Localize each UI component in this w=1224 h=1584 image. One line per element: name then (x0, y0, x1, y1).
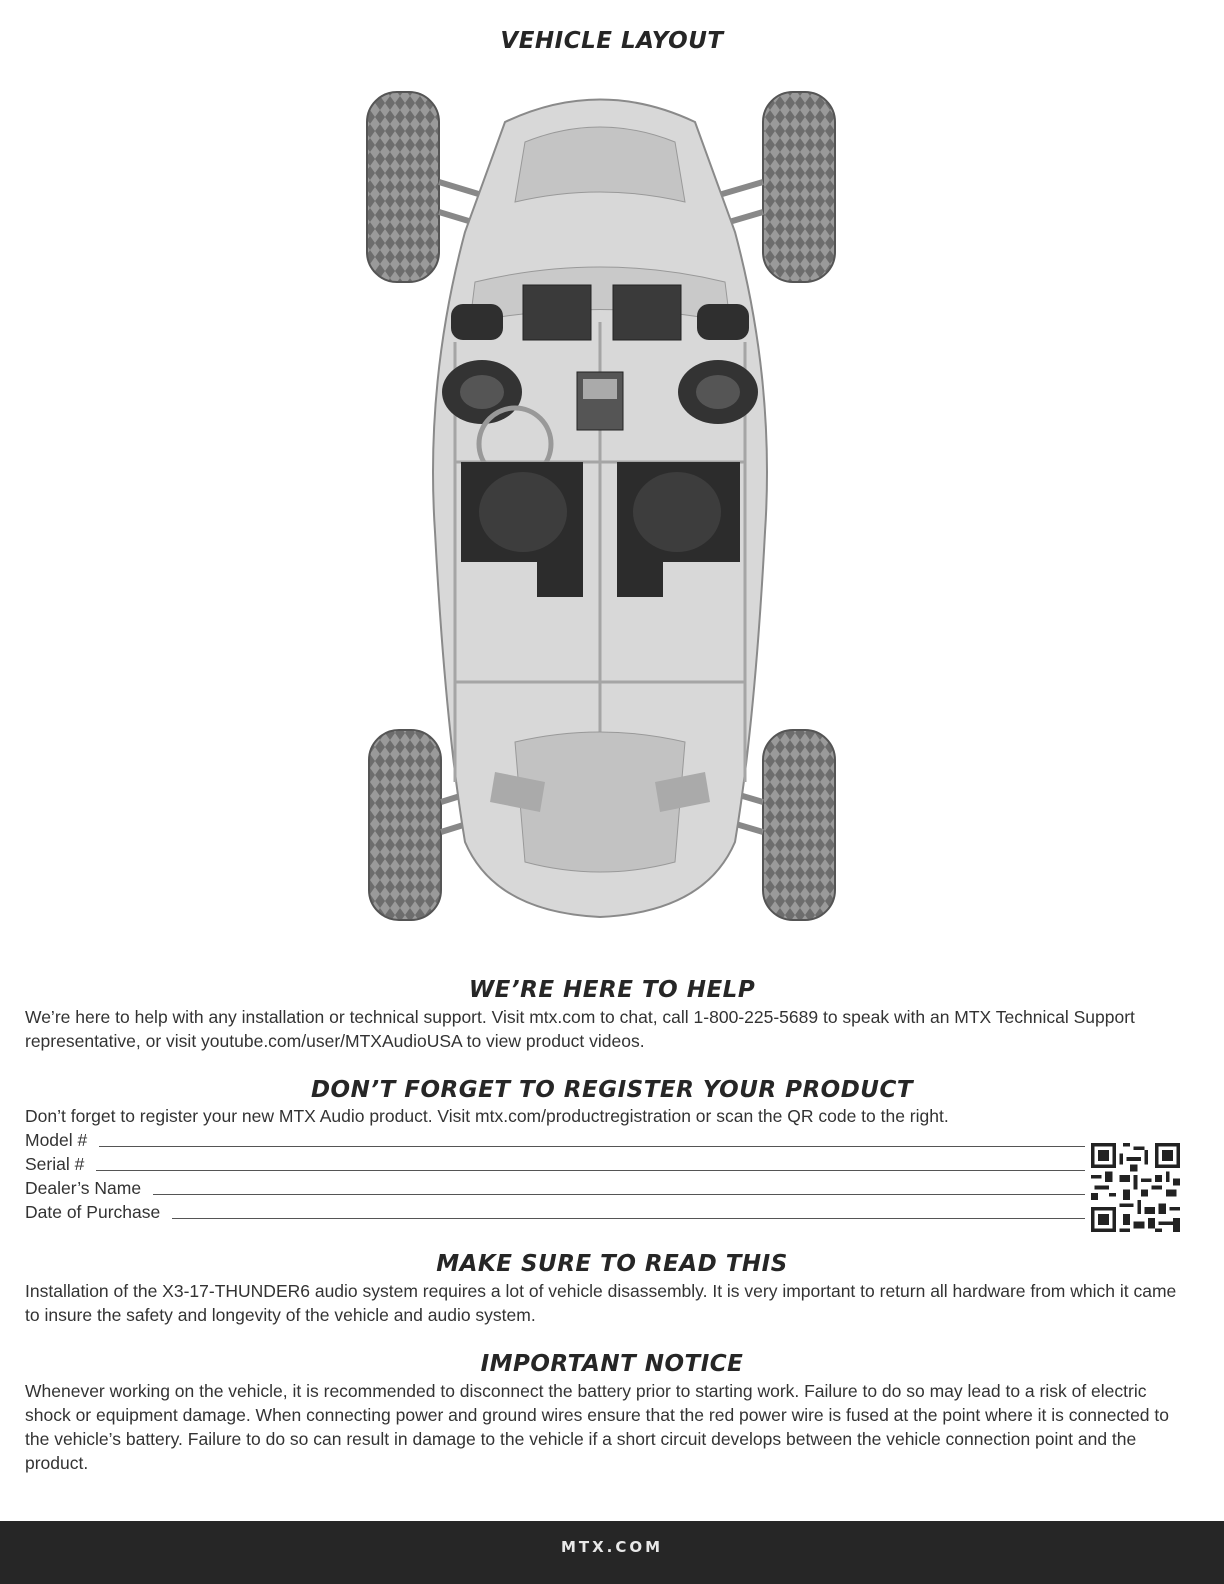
date-field[interactable] (25, 1199, 1085, 1223)
front-right-wheel (763, 92, 835, 282)
model-field[interactable] (25, 1127, 1085, 1151)
footer-site-link[interactable]: MTX.COM (560, 1538, 664, 1556)
read-title: MAKE SURE TO READ THIS (436, 1251, 788, 1277)
read-text: Installation of the X3-17-THUNDER6 audio system requires a lot of vehicle disassembly. It is very important to return all hardware from which it came to insure the safety and longevity of the vehicle and audio system. (25, 1281, 1177, 1325)
model-line[interactable] (99, 1145, 1085, 1147)
vehicle-layout-illustration (355, 82, 845, 927)
footer-bar (0, 1521, 1224, 1584)
serial-label: Serial # (25, 1154, 85, 1174)
dealer-label: Dealer’s Name (25, 1178, 142, 1198)
date-label: Date of Purchase (25, 1202, 161, 1222)
help-text: We’re here to help with any installation or technical support. Visit mtx.com to chat, call 1-800-225-5689 to speak with an MTX Technical Support representative, or visit youtube.com/user/MTXAudioUSA to view product videos. (25, 1007, 1135, 1051)
date-line[interactable] (172, 1217, 1085, 1219)
front-left-wheel (367, 92, 439, 282)
rear-left-wheel (369, 730, 441, 920)
vehicle-layout-title: VEHICLE LAYOUT (500, 28, 724, 54)
serial-line[interactable] (96, 1169, 1085, 1171)
dealer-line[interactable] (153, 1193, 1085, 1195)
register-title: DON’T FORGET TO REGISTER YOUR PRODUCT (310, 1077, 914, 1103)
help-title: WE’RE HERE TO HELP (468, 977, 756, 1003)
model-label: Model # (25, 1130, 88, 1150)
register-text: Don’t forget to register your new MTX Audio product. Visit mtx.com/productregistration or scan the QR code to the right. (25, 1106, 949, 1126)
notice-text: Whenever working on the vehicle, it is recommended to disconnect the battery prior to starting work. Failure to do so may lead to a risk of electric shock or equipment damage. When connecting power and ground wires ensure that the red power wire is fused at the point where it is connected to the vehicle’s battery. Failure to do so can result in damage to the vehicle if a short circuit develops between the vehicle connection point and the product. (25, 1381, 1169, 1473)
serial-field[interactable] (25, 1151, 1085, 1175)
qr-code-icon[interactable] (1091, 1143, 1180, 1232)
dealer-field[interactable] (25, 1175, 1085, 1199)
rear-right-wheel (763, 730, 835, 920)
notice-title: IMPORTANT NOTICE (480, 1351, 744, 1377)
